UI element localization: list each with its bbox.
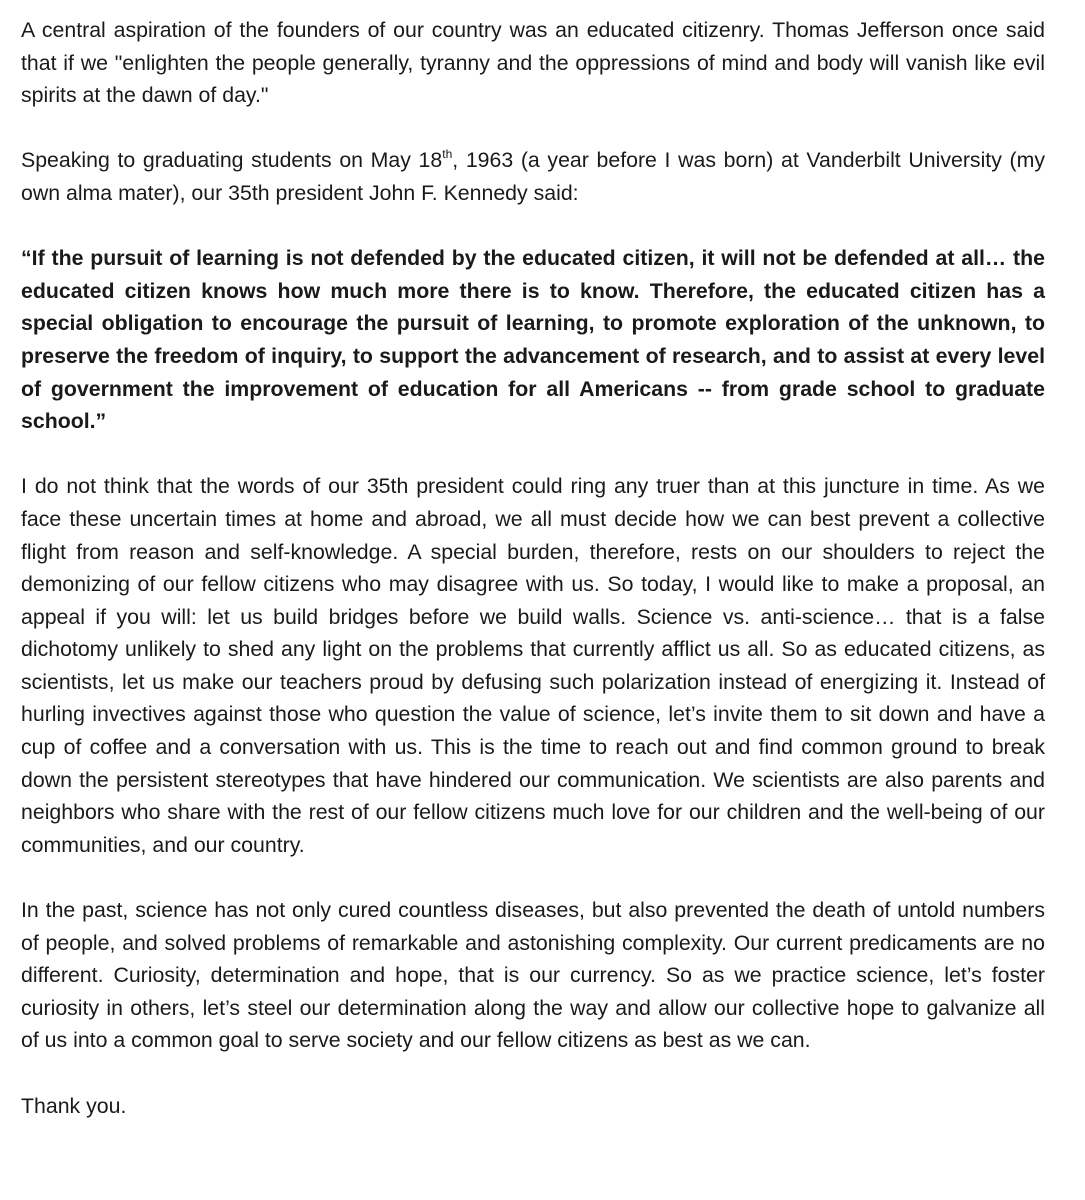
paragraph-proposal: I do not think that the words of our 35th president could ring any truer than at this juncture in time. As we face these uncertain times at home and abroad, we all must decide how we can best prevent a collective flight from reason and self-knowledge. A special burden, therefore, rests on our shoulders to reject the demonizing of our fellow citizens who may disagree with us. So today, I would like to make a proposal, an appeal if you will: let us build bridges before we build walls. Science vs. anti-science… that is a false dichotomy unlikely to shed any light on the problems that currently afflict us all. So as educated citizens, as scientists, let us make our teachers proud by defusing such polarization instead of energizing it. Instead of hurling invectives against those who question the value of science, let’s invite them to sit down and have a cup of coffee and a conversation with us. This is the time to reach out and find common ground to break down the persistent stereotypes that have hindered our communication. We scientists are also parents and neighbors who share with the rest of our fellow citizens much love for our children and the well-being of our communities, and our country.	[21, 474, 1045, 857]
paragraph-science-past: In the past, science has not only cured countless diseases, but also prevented the death of untold numbers of people, and solved problems of remarkable and astonishing complexity. Our current predicaments are no different. Curiosity, determination and hope, that is our currency. So as we practice science, let’s foster curiosity in others, let’s steel our determination along the way and allow our collective hope to galvanize all of us into a common goal to serve society and our fellow citizens as best as we can.	[21, 898, 1045, 1053]
paragraph-jefferson: A central aspiration of the founders of our country was an educated citizenry. Thomas Jefferson once said that if we "enlighten the people generally, tyranny and the oppressions of mind and body will vanish like evil spirits at the dawn of day."	[21, 18, 1045, 108]
kennedy-quote: “If the pursuit of learning is not defended by the educated citizen, it will not be defended at all… the educated citizen knows how much more there is to know. Therefore, the educated citizen has a special obligation to encourage the pursuit of learning, to promote exploration of the unknown, to preserve the freedom of inquiry, to support the advancement of research, and to assist at every level of government the improvement of education for all Americans -- from grade school to graduate school.”	[21, 246, 1045, 434]
closing-line: Thank you.	[21, 1093, 127, 1118]
kennedy-intro-text-continued: , 1963 (a year before I was born) at Vanderbilt University (my own alma mater), our 35th president John F. Kennedy said:	[21, 148, 1045, 205]
paragraph-kennedy-intro	[21, 144, 1045, 209]
kennedy-intro-text: Speaking to graduating students on May 18	[21, 148, 443, 173]
date-ordinal-superscript: th	[442, 147, 453, 162]
document-body	[21, 14, 1045, 1122]
